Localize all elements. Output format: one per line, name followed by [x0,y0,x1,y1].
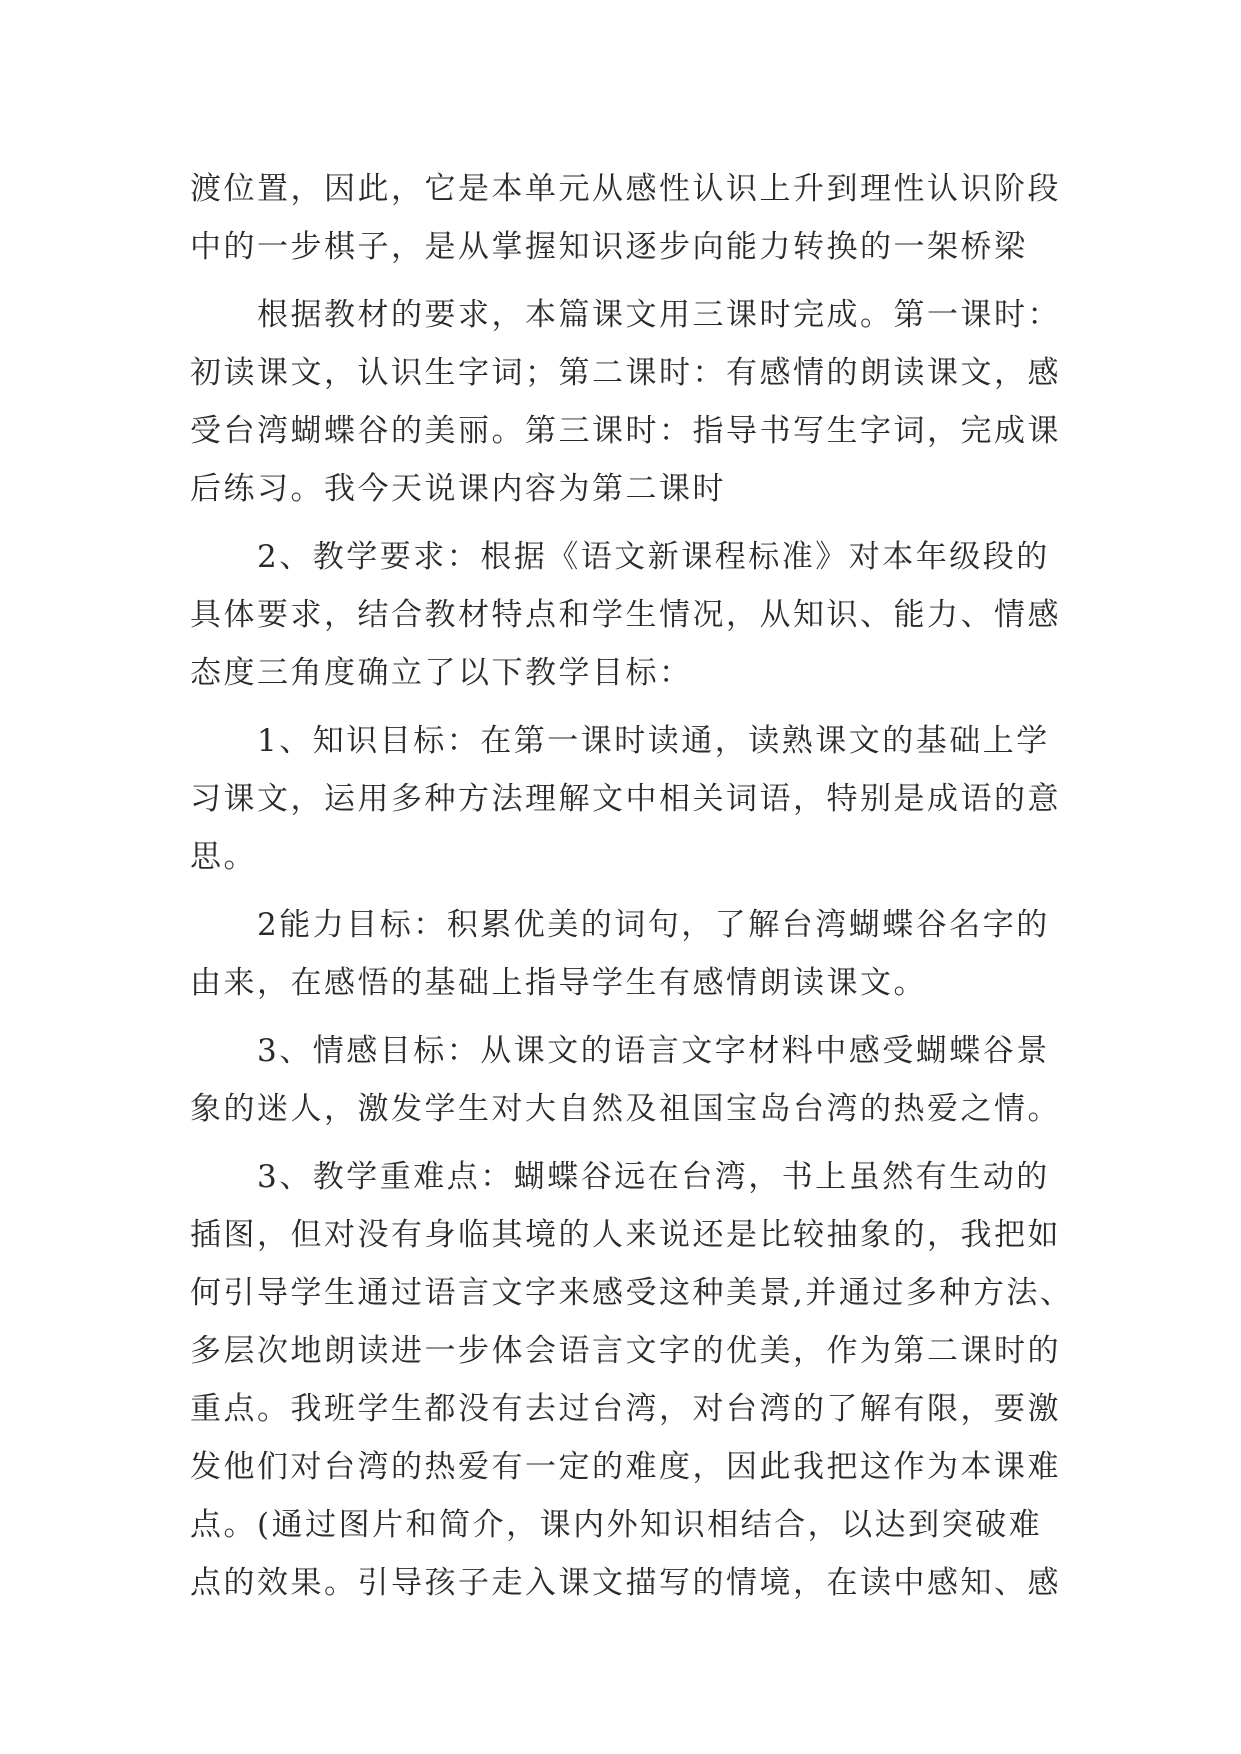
text-line: 3、情感目标：从课文的语言文字材料中感受蝴蝶谷景 [190,1033,1050,1069]
text-line: 3、教学重难点：蝴蝶谷远在台湾，书上虽然有生动的 [190,1159,1050,1195]
paragraph-gap [190,886,1070,896]
text-line: 渡位置，因此，它是本单元从感性认识上升到理性认识阶段 [190,171,1061,207]
text-line: 由来，在感悟的基础上指导学生有感情朗读课文。 [190,965,927,1001]
text-line: 多层次地朗读进一步体会语言文字的优美，作为第二课时的 [190,1333,1061,1369]
text-line: 点。(通过图片和简介，课内外知识相结合，以达到突破难 [190,1507,1043,1543]
document-body [190,160,1074,1612]
paragraph-gap [190,1138,1070,1148]
text-line: 2、教学要求：根据《语文新课程标准》对本年级段的 [190,539,1050,575]
text-line: 2能力目标：积累优美的词句，了解台湾蝴蝶谷名字的 [190,907,1050,943]
text-line: 重点。我班学生都没有去过台湾，对台湾的了解有限，要激 [190,1391,1061,1427]
paragraph-gap [190,518,1070,528]
text-line: 点的效果。引导孩子走入课文描写的情境，在读中感知、感 [190,1565,1061,1601]
text-line: 中的一步棋子，是从掌握知识逐步向能力转换的一架桥梁 [190,229,1028,265]
text-line: 思。 [190,839,257,875]
text-line: 后练习。我今天说课内容为第二课时 [190,471,726,507]
paragraph-gap [190,1012,1070,1022]
text-line: 象的迷人，激发学生对大自然及祖国宝岛台湾的热爱之情。 [190,1091,1061,1127]
text-line: 态度三角度确立了以下教学目标： [190,655,693,691]
text-line: 插图，但对没有身临其境的人来说还是比较抽象的，我把如 [190,1217,1061,1253]
text-line: 发他们对台湾的热爱有一定的难度，因此我把这作为本课难 [190,1449,1061,1485]
text-line: 初读课文，认识生字词；第二课时：有感情的朗读课文，感 [190,355,1061,391]
text-line: 何引导学生通过语言文字来感受这种美景,并通过多种方法、 [190,1275,1074,1311]
paragraph-gap [190,276,1070,286]
text-line: 根据教材的要求，本篇课文用三课时完成。第一课时： [190,297,1061,333]
text-line: 具体要求，结合教材特点和学生情况，从知识、能力、情感 [190,597,1061,633]
text-line: 受台湾蝴蝶谷的美丽。第三课时：指导书写生字词，完成课 [190,413,1061,449]
paragraph-gap [190,702,1070,712]
text-line: 习课文，运用多种方法理解文中相关词语，特别是成语的意 [190,781,1061,817]
text-line: 1、知识目标：在第一课时读通，读熟课文的基础上学 [190,723,1050,759]
